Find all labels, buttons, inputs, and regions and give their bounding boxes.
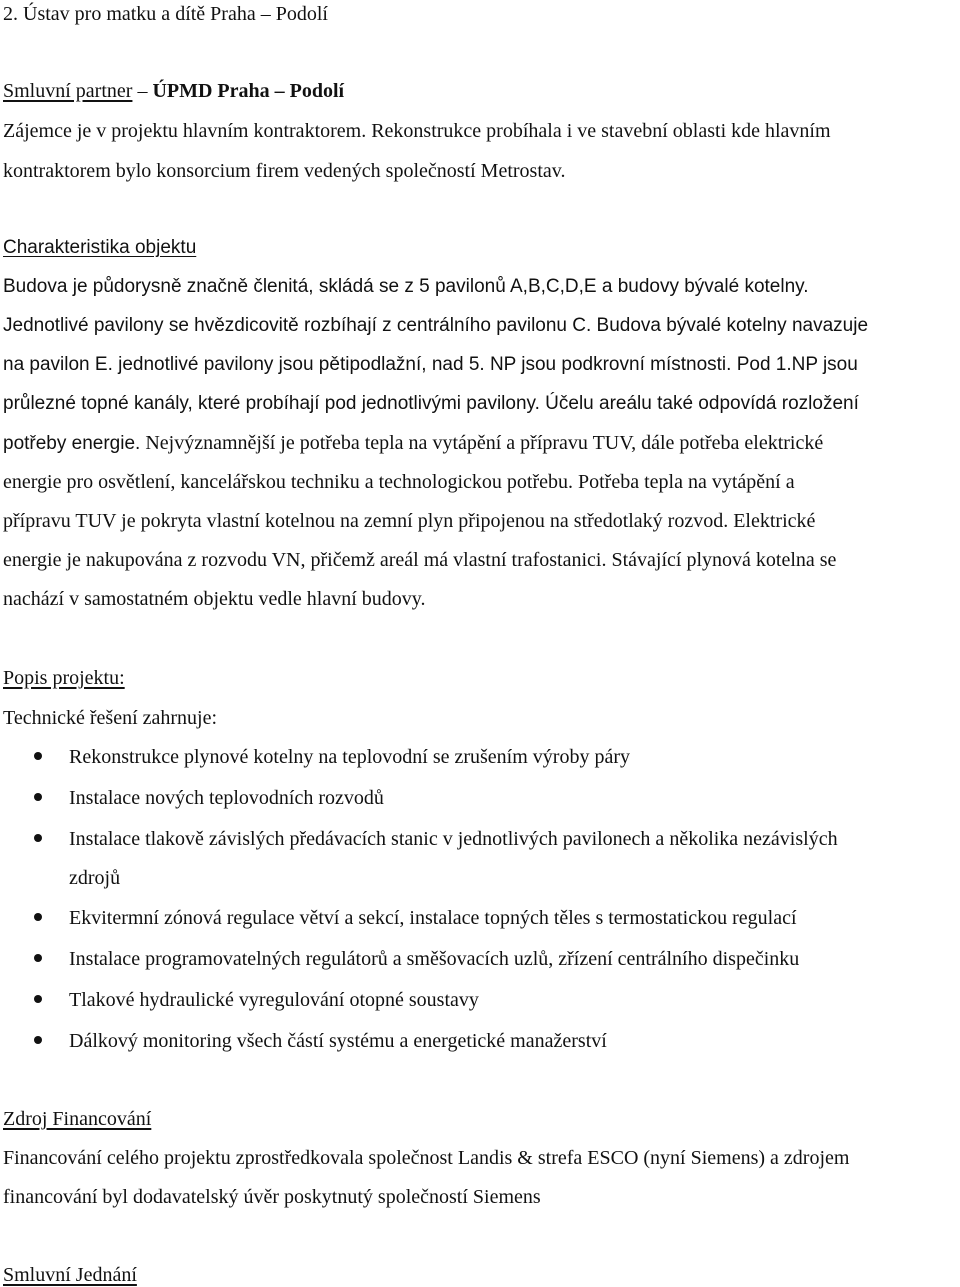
- characteristics-line: energie je nakupována z rozvodu VN, přičemž areál má vlastní trafostanici. Stávající plynová kotelna se: [3, 549, 837, 571]
- characteristics-title: Charakteristika objektu: [3, 237, 197, 258]
- negotiation-title: Smluvní Jednání: [3, 1264, 137, 1286]
- bullet-icon: [34, 954, 42, 962]
- characteristics-line: přípravu TUV je pokryta vlastní kotelnou na zemní plyn připojenou na středotlaký rozvod. Elektrické: [3, 510, 816, 532]
- financing-title: Zdroj Financování: [3, 1108, 152, 1130]
- list-item: Tlakové hydraulické vyregulování otopné soustavy: [69, 989, 479, 1011]
- bullet-icon: [34, 752, 42, 760]
- characteristics-line: průlezné topné kanály, které probíhají pod jednotlivými pavilony. Účelu areálu také odpovídá rozložení: [3, 393, 859, 414]
- characteristics-line: nachází v samostatném objektu vedle hlavní budovy.: [3, 588, 426, 610]
- project-title: Popis projektu:: [3, 667, 125, 689]
- bullet-icon: [34, 834, 42, 842]
- list-item: Dálkový monitoring všech částí systému a energetické manažerství: [69, 1030, 607, 1052]
- characteristics-serif-part: Nejvýznamnější je potřeba tepla na vytápění a přípravu TUV, dále potřeba elektrické: [140, 432, 824, 454]
- partner-line: [3, 79, 344, 103]
- list-item: Instalace programovatelných regulátorů a směšovacích uzlů, zřízení centrálního dispečinku: [69, 948, 800, 970]
- list-item: Ekvitermní zónová regulace větví a sekcí, instalace topných těles s termostatickou regulací: [69, 907, 797, 929]
- list-item: Instalace tlakově závislých předávacích stanic v jednotlivých pavilonech a několika nezávislých: [69, 828, 838, 850]
- list-item-continuation: zdrojů: [69, 867, 121, 889]
- list-item: Instalace nových teplovodních rozvodů: [69, 787, 384, 809]
- financing-line: financování byl dodavatelský úvěr poskytnutý společností Siemens: [3, 1186, 541, 1208]
- project-intro: Technické řešení zahrnuje:: [3, 707, 218, 729]
- characteristics-sans-part: potřeby energie.: [3, 433, 141, 454]
- characteristics-line: energie pro osvětlení, kancelářskou techniku a technologickou potřebu. Potřeba tepla na vytápění a: [3, 471, 795, 493]
- characteristics-line: na pavilon E. jednotlivé pavilony jsou pětipodlažní, nad 5. NP jsou podkrovní místnosti. Pod 1.NP jsou: [3, 354, 858, 375]
- partner-text-line: Zájemce je v projektu hlavním kontraktorem. Rekonstrukce probíhala i ve stavební oblasti kde hlavním: [3, 120, 831, 142]
- characteristics-line: Jednotlivé pavilony se hvězdicovitě rozbíhají z centrálního pavilonu C. Budova bývalé kotelny navazuje: [3, 315, 869, 336]
- bullet-icon: [34, 995, 42, 1003]
- bullet-icon: [34, 913, 42, 921]
- partner-name: ÚPMD Praha – Podolí: [152, 80, 345, 102]
- partner-separator: –: [132, 80, 153, 102]
- list-item: Rekonstrukce plynové kotelny na teplovodní se zrušením výroby páry: [69, 746, 630, 768]
- characteristics-line: Budova je půdorysně značně členitá, skládá se z 5 pavilonů A,B,C,D,E a budovy bývalé kotelny.: [3, 276, 809, 297]
- section-heading: 2. Ústav pro matku a dítě Praha – Podolí: [3, 3, 328, 25]
- partner-label: Smluvní partner: [3, 80, 133, 102]
- bullet-icon: [34, 1036, 42, 1044]
- financing-line: Financování celého projektu zprostředkovala společnost Landis & strefa ESCO (nyní Siemens) a zdrojem: [3, 1147, 850, 1169]
- characteristics-line-mixed: [3, 431, 823, 456]
- partner-text-line: kontraktorem bylo konsorcium firem vedených společností Metrostav.: [3, 160, 566, 182]
- bullet-icon: [34, 793, 42, 801]
